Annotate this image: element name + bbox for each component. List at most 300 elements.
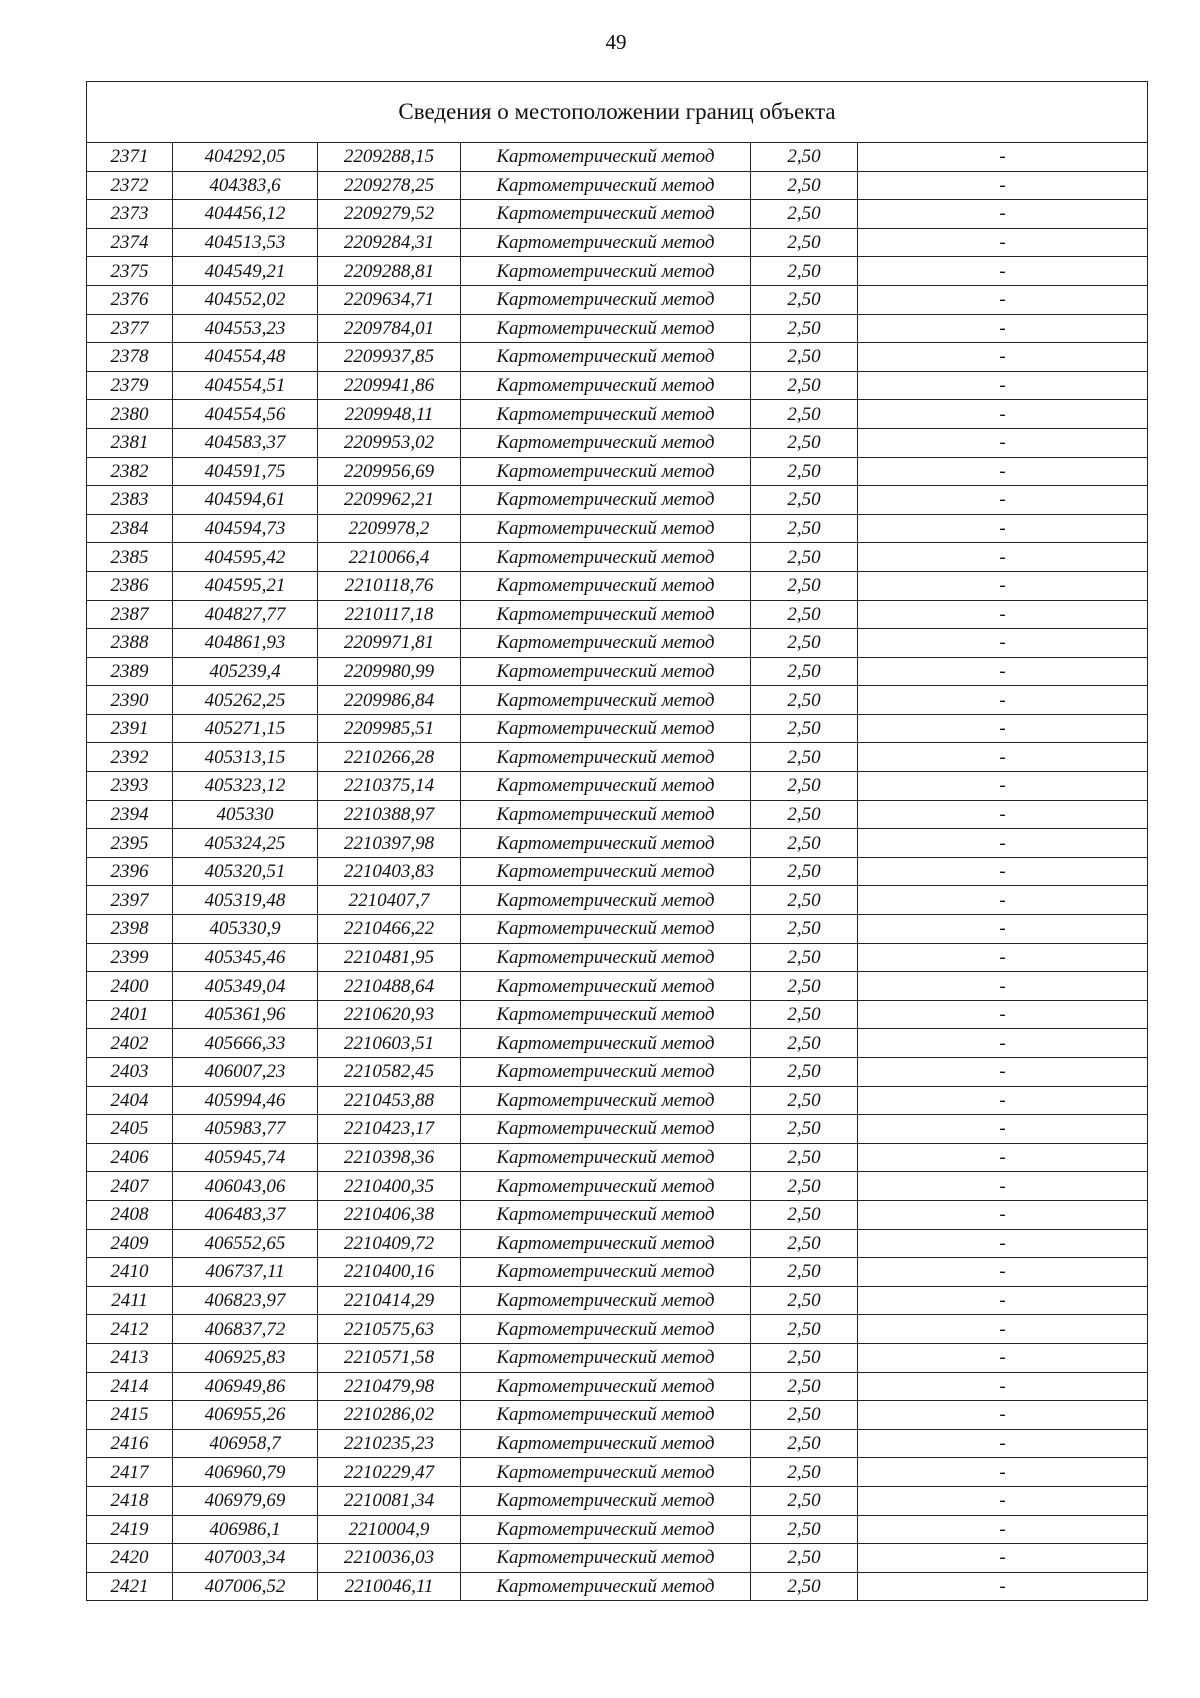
table-row <box>87 285 1148 314</box>
point-number-cell: 2393 <box>87 772 173 801</box>
y-coordinate-cell: 2210118,76 <box>318 571 461 600</box>
accuracy-cell: 2,50 <box>751 1029 858 1058</box>
point-number-cell: 2395 <box>87 829 173 858</box>
accuracy-cell: 2,50 <box>751 1286 858 1315</box>
accuracy-cell: 2,50 <box>751 1544 858 1573</box>
point-number-cell: 2373 <box>87 200 173 229</box>
method-cell: Картометрический метод <box>461 486 751 515</box>
description-cell: - <box>858 743 1148 772</box>
method-cell: Картометрический метод <box>461 171 751 200</box>
x-coordinate-cell: 406043,06 <box>173 1172 318 1201</box>
x-coordinate-cell: 405983,77 <box>173 1115 318 1144</box>
accuracy-cell: 2,50 <box>751 457 858 486</box>
x-coordinate-cell: 406007,23 <box>173 1058 318 1087</box>
point-number-cell: 2411 <box>87 1286 173 1315</box>
table-row <box>87 772 1148 801</box>
y-coordinate-cell: 2210004,9 <box>318 1515 461 1544</box>
boundary-coordinates-table <box>86 81 1148 1601</box>
x-coordinate-cell: 405330,9 <box>173 915 318 944</box>
y-coordinate-cell: 2209962,21 <box>318 486 461 515</box>
x-coordinate-cell: 406986,1 <box>173 1515 318 1544</box>
x-coordinate-cell: 406823,97 <box>173 1286 318 1315</box>
method-cell: Картометрический метод <box>461 1115 751 1144</box>
method-cell: Картометрический метод <box>461 1000 751 1029</box>
y-coordinate-cell: 2210081,34 <box>318 1486 461 1515</box>
table-row <box>87 428 1148 457</box>
point-number-cell: 2410 <box>87 1258 173 1287</box>
x-coordinate-cell: 404549,21 <box>173 257 318 286</box>
y-coordinate-cell: 2210235,23 <box>318 1429 461 1458</box>
method-cell: Картометрический метод <box>461 457 751 486</box>
y-coordinate-cell: 2209941,86 <box>318 371 461 400</box>
point-number-cell: 2374 <box>87 228 173 257</box>
y-coordinate-cell: 2209985,51 <box>318 714 461 743</box>
description-cell: - <box>858 314 1148 343</box>
point-number-cell: 2401 <box>87 1000 173 1029</box>
x-coordinate-cell: 406552,65 <box>173 1229 318 1258</box>
y-coordinate-cell: 2210414,29 <box>318 1286 461 1315</box>
method-cell: Картометрический метод <box>461 1258 751 1287</box>
accuracy-cell: 2,50 <box>751 772 858 801</box>
table-row <box>87 343 1148 372</box>
x-coordinate-cell: 405330 <box>173 800 318 829</box>
point-number-cell: 2382 <box>87 457 173 486</box>
point-number-cell: 2414 <box>87 1372 173 1401</box>
x-coordinate-cell: 404827,77 <box>173 600 318 629</box>
point-number-cell: 2390 <box>87 686 173 715</box>
y-coordinate-cell: 2210388,97 <box>318 800 461 829</box>
y-coordinate-cell: 2210046,11 <box>318 1572 461 1601</box>
y-coordinate-cell: 2210575,63 <box>318 1315 461 1344</box>
accuracy-cell: 2,50 <box>751 257 858 286</box>
table-row <box>87 600 1148 629</box>
description-cell: - <box>858 1572 1148 1601</box>
x-coordinate-cell: 404513,53 <box>173 228 318 257</box>
method-cell: Картометрический метод <box>461 571 751 600</box>
y-coordinate-cell: 2210066,4 <box>318 543 461 572</box>
table-row <box>87 1000 1148 1029</box>
y-coordinate-cell: 2209784,01 <box>318 314 461 343</box>
x-coordinate-cell: 405271,15 <box>173 714 318 743</box>
point-number-cell: 2404 <box>87 1086 173 1115</box>
description-cell: - <box>858 915 1148 944</box>
table-row <box>87 457 1148 486</box>
description-cell: - <box>858 1000 1148 1029</box>
method-cell: Картометрический метод <box>461 600 751 629</box>
point-number-cell: 2371 <box>87 143 173 172</box>
description-cell: - <box>858 1458 1148 1487</box>
table-row <box>87 1372 1148 1401</box>
accuracy-cell: 2,50 <box>751 857 858 886</box>
accuracy-cell: 2,50 <box>751 228 858 257</box>
point-number-cell: 2384 <box>87 514 173 543</box>
y-coordinate-cell: 2210409,72 <box>318 1229 461 1258</box>
accuracy-cell: 2,50 <box>751 686 858 715</box>
x-coordinate-cell: 404553,23 <box>173 314 318 343</box>
x-coordinate-cell: 404456,12 <box>173 200 318 229</box>
method-cell: Картометрический метод <box>461 1143 751 1172</box>
accuracy-cell: 2,50 <box>751 972 858 1001</box>
x-coordinate-cell: 405666,33 <box>173 1029 318 1058</box>
accuracy-cell: 2,50 <box>751 1172 858 1201</box>
x-coordinate-cell: 404594,73 <box>173 514 318 543</box>
accuracy-cell: 2,50 <box>751 829 858 858</box>
table-row <box>87 829 1148 858</box>
accuracy-cell: 2,50 <box>751 1115 858 1144</box>
x-coordinate-cell: 405349,04 <box>173 972 318 1001</box>
point-number-cell: 2377 <box>87 314 173 343</box>
point-number-cell: 2387 <box>87 600 173 629</box>
table-row <box>87 1229 1148 1258</box>
accuracy-cell: 2,50 <box>751 571 858 600</box>
x-coordinate-cell: 405361,96 <box>173 1000 318 1029</box>
table-row <box>87 1086 1148 1115</box>
description-cell: - <box>858 1429 1148 1458</box>
description-cell: - <box>858 943 1148 972</box>
description-cell: - <box>858 1258 1148 1287</box>
accuracy-cell: 2,50 <box>751 1086 858 1115</box>
description-cell: - <box>858 143 1148 172</box>
method-cell: Картометрический метод <box>461 657 751 686</box>
method-cell: Картометрический метод <box>461 1029 751 1058</box>
point-number-cell: 2394 <box>87 800 173 829</box>
method-cell: Картометрический метод <box>461 1401 751 1430</box>
accuracy-cell: 2,50 <box>751 1343 858 1372</box>
table-row <box>87 1429 1148 1458</box>
description-cell: - <box>858 1200 1148 1229</box>
method-cell: Картометрический метод <box>461 743 751 772</box>
method-cell: Картометрический метод <box>461 1572 751 1601</box>
accuracy-cell: 2,50 <box>751 200 858 229</box>
x-coordinate-cell: 405323,12 <box>173 772 318 801</box>
accuracy-cell: 2,50 <box>751 743 858 772</box>
x-coordinate-cell: 405313,15 <box>173 743 318 772</box>
description-cell: - <box>858 1058 1148 1087</box>
description-cell: - <box>858 1172 1148 1201</box>
point-number-cell: 2378 <box>87 343 173 372</box>
description-cell: - <box>858 428 1148 457</box>
y-coordinate-cell: 2210403,83 <box>318 857 461 886</box>
description-cell: - <box>858 772 1148 801</box>
description-cell: - <box>858 1544 1148 1573</box>
x-coordinate-cell: 406483,37 <box>173 1200 318 1229</box>
accuracy-cell: 2,50 <box>751 657 858 686</box>
y-coordinate-cell: 2209284,31 <box>318 228 461 257</box>
y-coordinate-cell: 2210036,03 <box>318 1544 461 1573</box>
description-cell: - <box>858 543 1148 572</box>
accuracy-cell: 2,50 <box>751 1000 858 1029</box>
point-number-cell: 2397 <box>87 886 173 915</box>
point-number-cell: 2386 <box>87 571 173 600</box>
x-coordinate-cell: 406925,83 <box>173 1343 318 1372</box>
table-row <box>87 1515 1148 1544</box>
description-cell: - <box>858 600 1148 629</box>
x-coordinate-cell: 404552,02 <box>173 285 318 314</box>
x-coordinate-cell: 405319,48 <box>173 886 318 915</box>
y-coordinate-cell: 2209986,84 <box>318 686 461 715</box>
table-row <box>87 1143 1148 1172</box>
accuracy-cell: 2,50 <box>751 629 858 658</box>
method-cell: Картометрический метод <box>461 1343 751 1372</box>
table-row <box>87 714 1148 743</box>
point-number-cell: 2399 <box>87 943 173 972</box>
y-coordinate-cell: 2209634,71 <box>318 285 461 314</box>
table-row <box>87 171 1148 200</box>
y-coordinate-cell: 2210266,28 <box>318 743 461 772</box>
table-row <box>87 629 1148 658</box>
point-number-cell: 2413 <box>87 1343 173 1372</box>
accuracy-cell: 2,50 <box>751 285 858 314</box>
description-cell: - <box>858 657 1148 686</box>
table-row <box>87 800 1148 829</box>
table-row <box>87 1058 1148 1087</box>
x-coordinate-cell: 405345,46 <box>173 943 318 972</box>
table-row <box>87 571 1148 600</box>
point-number-cell: 2372 <box>87 171 173 200</box>
description-cell: - <box>858 1029 1148 1058</box>
x-coordinate-cell: 405945,74 <box>173 1143 318 1172</box>
description-cell: - <box>858 171 1148 200</box>
point-number-cell: 2375 <box>87 257 173 286</box>
accuracy-cell: 2,50 <box>751 514 858 543</box>
y-coordinate-cell: 2210406,38 <box>318 1200 461 1229</box>
point-number-cell: 2381 <box>87 428 173 457</box>
y-coordinate-cell: 2209288,81 <box>318 257 461 286</box>
accuracy-cell: 2,50 <box>751 1058 858 1087</box>
description-cell: - <box>858 1343 1148 1372</box>
description-cell: - <box>858 1229 1148 1258</box>
point-number-cell: 2408 <box>87 1200 173 1229</box>
method-cell: Картометрический метод <box>461 1544 751 1573</box>
point-number-cell: 2398 <box>87 915 173 944</box>
y-coordinate-cell: 2210286,02 <box>318 1401 461 1430</box>
description-cell: - <box>858 972 1148 1001</box>
accuracy-cell: 2,50 <box>751 171 858 200</box>
x-coordinate-cell: 404591,75 <box>173 457 318 486</box>
method-cell: Картометрический метод <box>461 1172 751 1201</box>
accuracy-cell: 2,50 <box>751 1458 858 1487</box>
description-cell: - <box>858 1143 1148 1172</box>
table-row <box>87 1029 1148 1058</box>
table-row <box>87 1200 1148 1229</box>
y-coordinate-cell: 2209971,81 <box>318 629 461 658</box>
point-number-cell: 2383 <box>87 486 173 515</box>
accuracy-cell: 2,50 <box>751 1515 858 1544</box>
method-cell: Картометрический метод <box>461 714 751 743</box>
y-coordinate-cell: 2209937,85 <box>318 343 461 372</box>
y-coordinate-cell: 2210488,64 <box>318 972 461 1001</box>
method-cell: Картометрический метод <box>461 800 751 829</box>
accuracy-cell: 2,50 <box>751 428 858 457</box>
y-coordinate-cell: 2209279,52 <box>318 200 461 229</box>
table-row <box>87 400 1148 429</box>
method-cell: Картометрический метод <box>461 686 751 715</box>
table-row <box>87 686 1148 715</box>
point-number-cell: 2403 <box>87 1058 173 1087</box>
accuracy-cell: 2,50 <box>751 1315 858 1344</box>
description-cell: - <box>858 1086 1148 1115</box>
description-cell: - <box>858 1486 1148 1515</box>
point-number-cell: 2416 <box>87 1429 173 1458</box>
x-coordinate-cell: 405320,51 <box>173 857 318 886</box>
x-coordinate-cell: 404595,21 <box>173 571 318 600</box>
accuracy-cell: 2,50 <box>751 915 858 944</box>
point-number-cell: 2379 <box>87 371 173 400</box>
table-row <box>87 543 1148 572</box>
method-cell: Картометрический метод <box>461 1372 751 1401</box>
y-coordinate-cell: 2210603,51 <box>318 1029 461 1058</box>
x-coordinate-cell: 407006,52 <box>173 1572 318 1601</box>
x-coordinate-cell: 404383,6 <box>173 171 318 200</box>
y-coordinate-cell: 2209278,25 <box>318 171 461 200</box>
method-cell: Картометрический метод <box>461 314 751 343</box>
x-coordinate-cell: 404554,48 <box>173 343 318 372</box>
method-cell: Картометрический метод <box>461 829 751 858</box>
description-cell: - <box>858 486 1148 515</box>
method-cell: Картометрический метод <box>461 943 751 972</box>
y-coordinate-cell: 2210229,47 <box>318 1458 461 1487</box>
accuracy-cell: 2,50 <box>751 1258 858 1287</box>
y-coordinate-cell: 2210117,18 <box>318 600 461 629</box>
x-coordinate-cell: 406737,11 <box>173 1258 318 1287</box>
method-cell: Картометрический метод <box>461 1486 751 1515</box>
method-cell: Картометрический метод <box>461 1286 751 1315</box>
method-cell: Картометрический метод <box>461 857 751 886</box>
point-number-cell: 2376 <box>87 285 173 314</box>
accuracy-cell: 2,50 <box>751 314 858 343</box>
method-cell: Картометрический метод <box>461 228 751 257</box>
x-coordinate-cell: 406960,79 <box>173 1458 318 1487</box>
table-row <box>87 943 1148 972</box>
method-cell: Картометрический метод <box>461 428 751 457</box>
method-cell: Картометрический метод <box>461 1058 751 1087</box>
method-cell: Картометрический метод <box>461 1429 751 1458</box>
description-cell: - <box>858 629 1148 658</box>
description-cell: - <box>858 457 1148 486</box>
method-cell: Картометрический метод <box>461 200 751 229</box>
x-coordinate-cell: 404554,56 <box>173 400 318 429</box>
x-coordinate-cell: 404554,51 <box>173 371 318 400</box>
method-cell: Картометрический метод <box>461 1315 751 1344</box>
method-cell: Картометрический метод <box>461 514 751 543</box>
method-cell: Картометрический метод <box>461 972 751 1001</box>
point-number-cell: 2385 <box>87 543 173 572</box>
description-cell: - <box>858 285 1148 314</box>
point-number-cell: 2412 <box>87 1315 173 1344</box>
point-number-cell: 2418 <box>87 1486 173 1515</box>
description-cell: - <box>858 257 1148 286</box>
x-coordinate-cell: 406837,72 <box>173 1315 318 1344</box>
table-caption-row <box>87 82 1148 143</box>
point-number-cell: 2415 <box>87 1401 173 1430</box>
accuracy-cell: 2,50 <box>751 600 858 629</box>
description-cell: - <box>858 800 1148 829</box>
table-row <box>87 1315 1148 1344</box>
description-cell: - <box>858 1115 1148 1144</box>
accuracy-cell: 2,50 <box>751 143 858 172</box>
y-coordinate-cell: 2210400,16 <box>318 1258 461 1287</box>
y-coordinate-cell: 2210400,35 <box>318 1172 461 1201</box>
y-coordinate-cell: 2209953,02 <box>318 428 461 457</box>
method-cell: Картометрический метод <box>461 343 751 372</box>
method-cell: Картометрический метод <box>461 371 751 400</box>
description-cell: - <box>858 886 1148 915</box>
accuracy-cell: 2,50 <box>751 714 858 743</box>
point-number-cell: 2417 <box>87 1458 173 1487</box>
y-coordinate-cell: 2210481,95 <box>318 943 461 972</box>
point-number-cell: 2392 <box>87 743 173 772</box>
accuracy-cell: 2,50 <box>751 1143 858 1172</box>
accuracy-cell: 2,50 <box>751 1486 858 1515</box>
y-coordinate-cell: 2209980,99 <box>318 657 461 686</box>
description-cell: - <box>858 371 1148 400</box>
table-row <box>87 371 1148 400</box>
point-number-cell: 2380 <box>87 400 173 429</box>
description-cell: - <box>858 1515 1148 1544</box>
description-cell: - <box>858 571 1148 600</box>
point-number-cell: 2406 <box>87 1143 173 1172</box>
point-number-cell: 2391 <box>87 714 173 743</box>
description-cell: - <box>858 228 1148 257</box>
table-row <box>87 1343 1148 1372</box>
method-cell: Картометрический метод <box>461 1200 751 1229</box>
table-row <box>87 200 1148 229</box>
point-number-cell: 2407 <box>87 1172 173 1201</box>
y-coordinate-cell: 2210620,93 <box>318 1000 461 1029</box>
table-row <box>87 972 1148 1001</box>
x-coordinate-cell: 406949,86 <box>173 1372 318 1401</box>
description-cell: - <box>858 857 1148 886</box>
y-coordinate-cell: 2209288,15 <box>318 143 461 172</box>
table-row <box>87 1115 1148 1144</box>
method-cell: Картометрический метод <box>461 1458 751 1487</box>
table-row <box>87 857 1148 886</box>
description-cell: - <box>858 400 1148 429</box>
x-coordinate-cell: 405239,4 <box>173 657 318 686</box>
method-cell: Картометрический метод <box>461 772 751 801</box>
accuracy-cell: 2,50 <box>751 943 858 972</box>
method-cell: Картометрический метод <box>461 257 751 286</box>
point-number-cell: 2400 <box>87 972 173 1001</box>
method-cell: Картометрический метод <box>461 285 751 314</box>
accuracy-cell: 2,50 <box>751 1200 858 1229</box>
accuracy-cell: 2,50 <box>751 343 858 372</box>
y-coordinate-cell: 2210453,88 <box>318 1086 461 1115</box>
table-row <box>87 1544 1148 1573</box>
table-row <box>87 915 1148 944</box>
table-row <box>87 1258 1148 1287</box>
accuracy-cell: 2,50 <box>751 886 858 915</box>
y-coordinate-cell: 2210423,17 <box>318 1115 461 1144</box>
accuracy-cell: 2,50 <box>751 543 858 572</box>
y-coordinate-cell: 2209956,69 <box>318 457 461 486</box>
table-row <box>87 314 1148 343</box>
x-coordinate-cell: 404861,93 <box>173 629 318 658</box>
x-coordinate-cell: 406955,26 <box>173 1401 318 1430</box>
description-cell: - <box>858 514 1148 543</box>
y-coordinate-cell: 2210398,36 <box>318 1143 461 1172</box>
table-row <box>87 886 1148 915</box>
method-cell: Картометрический метод <box>461 143 751 172</box>
table-row <box>87 228 1148 257</box>
table-row <box>87 143 1148 172</box>
y-coordinate-cell: 2210571,58 <box>318 1343 461 1372</box>
x-coordinate-cell: 404594,61 <box>173 486 318 515</box>
point-number-cell: 2388 <box>87 629 173 658</box>
x-coordinate-cell: 406979,69 <box>173 1486 318 1515</box>
y-coordinate-cell: 2209978,2 <box>318 514 461 543</box>
point-number-cell: 2402 <box>87 1029 173 1058</box>
